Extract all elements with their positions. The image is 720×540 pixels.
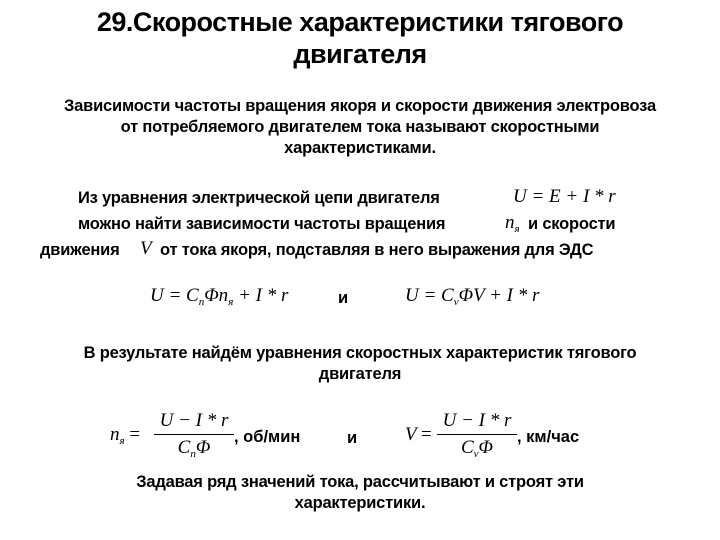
emf-right-b: ΦV + I * r xyxy=(458,285,540,306)
speed-n-den-phi: Φ xyxy=(195,437,211,458)
speed-n-fraction-bar xyxy=(154,434,234,435)
speed-n-equals: = xyxy=(129,424,141,445)
speed-v-den-phi: Φ xyxy=(478,437,494,458)
symbol-v-text: V xyxy=(140,238,152,259)
emf-formula-v xyxy=(405,285,539,308)
speed-v-symbol: V xyxy=(405,424,417,445)
speed-v-unit: , км/час xyxy=(517,428,580,446)
emf-left-c: + I * r xyxy=(233,285,289,306)
intro-paragraph xyxy=(0,96,720,159)
speed-n-unit: , об/мин xyxy=(234,428,301,446)
speed-v-den-sub: v xyxy=(473,448,479,460)
symbol-n xyxy=(505,212,520,235)
emf-formula-n xyxy=(150,285,288,308)
derivation-text-3a: движения xyxy=(40,241,120,259)
speed-n-den-sub: n xyxy=(190,448,196,460)
symbol-n-text: n xyxy=(505,212,515,233)
speed-v-numerator: U − I * r xyxy=(442,410,512,431)
emf-left-b: Φn xyxy=(204,285,229,306)
speed-v-fraction xyxy=(437,410,517,460)
speed-n-numerator: U − I * r xyxy=(159,410,229,431)
intro-line-1: Зависимости частоты вращения якоря и скорости движения электровоза xyxy=(64,97,656,115)
title-line-2: двигателя xyxy=(293,39,427,69)
intro-line-2: от потребляемого двигателем тока называют скоростными xyxy=(120,118,600,136)
result-paragraph xyxy=(0,343,720,385)
speed-v-equals: = xyxy=(421,424,432,445)
circuit-equation xyxy=(513,186,616,208)
circuit-equation-text: U = E + I * r xyxy=(513,186,616,207)
speed-n-denominator xyxy=(154,437,234,460)
emf-right-sub: v xyxy=(453,296,459,308)
emf-right-a: U = C xyxy=(405,285,454,306)
emf-and: и xyxy=(338,289,348,307)
derivation-text-3b: от тока якоря, подставляя в него выражения для ЭДС xyxy=(160,241,594,259)
emf-left-sub: n xyxy=(198,296,205,308)
derivation-line-2 xyxy=(78,214,445,235)
conclusion-paragraph xyxy=(0,472,720,514)
speed-n-symbol-sub: я xyxy=(119,435,125,447)
speed-v-den-c: C xyxy=(460,437,474,458)
emf-left-sub2: я xyxy=(228,296,234,308)
speed-v-lhs xyxy=(405,424,432,446)
speed-v-fraction-bar xyxy=(437,434,517,435)
speed-v-denominator xyxy=(437,437,517,460)
slide-title xyxy=(0,6,720,70)
derivation-text-1: Из уравнения электрической цепи двигателя xyxy=(78,189,440,207)
title-line-1: 29.Скоростные характеристики тягового xyxy=(96,7,624,37)
conclusion-line-2: характеристики. xyxy=(294,494,426,512)
speed-n-fraction xyxy=(154,410,234,460)
result-line-1: В результате найдём уравнения скоростных характеристик тягового xyxy=(83,344,637,362)
conclusion-line-1: Задавая ряд значений тока, рассчитывают и строят эти xyxy=(136,473,584,491)
speed-n-symbol: n xyxy=(110,424,120,445)
emf-left-a: U = C xyxy=(150,285,199,306)
derivation-text-2a: можно найти зависимости частоты вращения xyxy=(78,215,446,233)
derivation-text-2b: и скорости xyxy=(528,215,616,233)
symbol-n-sub: я xyxy=(514,223,520,235)
symbol-v xyxy=(140,238,152,260)
result-line-2: двигателя xyxy=(318,365,402,383)
speed-n-lhs xyxy=(110,424,140,447)
speed-n-den-c: C xyxy=(177,437,191,458)
derivation-line-1 xyxy=(78,188,440,209)
intro-line-3: характеристиками. xyxy=(284,139,436,157)
speed-and: и xyxy=(347,429,357,447)
